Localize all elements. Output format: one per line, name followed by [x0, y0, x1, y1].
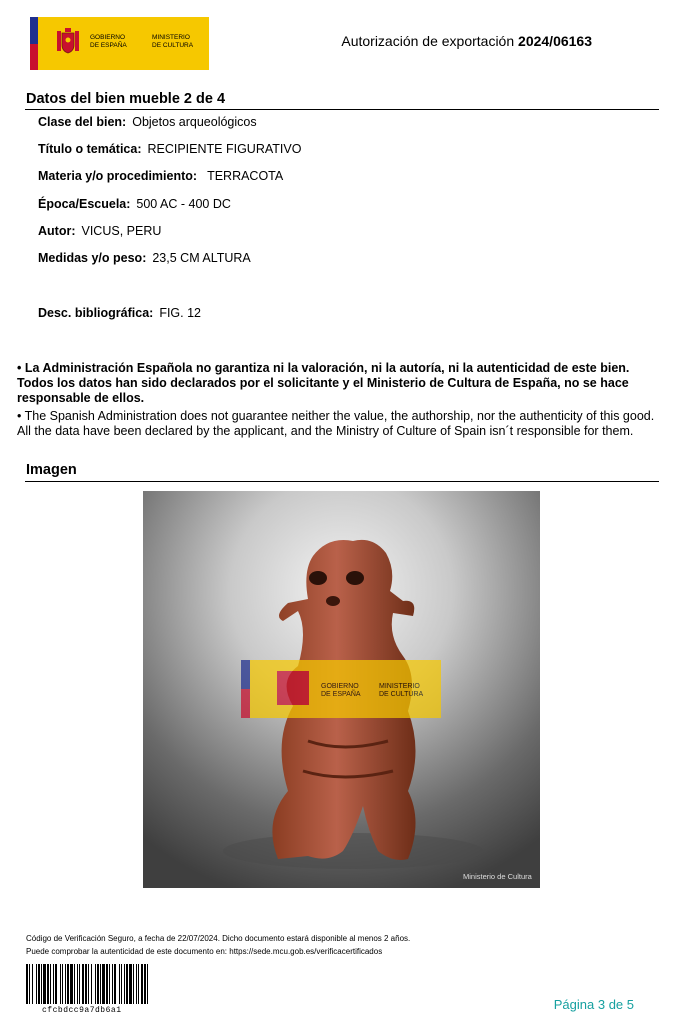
field-materia — [38, 169, 283, 183]
logo-gobierno-text: GOBIERNO DE ESPAÑA — [90, 34, 127, 49]
field-label: Autor: — [38, 224, 76, 238]
field-clase — [38, 115, 257, 129]
svg-text:GOBIERNO: GOBIERNO — [321, 683, 359, 690]
field-label: Época/Escuela: — [38, 197, 131, 211]
field-epoca — [38, 197, 231, 211]
eu-stars-icon: ★ ★ ★ — [39, 26, 45, 56]
page-number: Página 3 de 5 — [553, 997, 634, 1012]
barcode-code: cfcbdcc9a7db6a1 — [42, 1006, 122, 1015]
disclaimer-spanish: • La Administración Española no garantiza ni la valoración, ni la autoría, ni la autenticidad de este bien. Todos los datos han sido declarados por el solicitante y el Ministerio de Cultura de España, no se hace responsable de ellos. — [17, 361, 630, 405]
section-title-bien: Datos del bien mueble 2 de 4 — [26, 91, 226, 107]
field-label: Materia y/o procedimiento: — [38, 169, 198, 183]
disclaimer-english: • The Spanish Administration does not guarantee neither the value, the authorship, nor the authenticity of this good. All the data have been declared by the applicant, and the Ministry of Culture of Spain isn´t responsible for them. — [17, 409, 655, 438]
barcode-icon — [26, 964, 150, 1004]
section-rule — [25, 481, 659, 482]
photo-watermark: Ministerio de Cultura — [463, 872, 532, 881]
field-label: Clase del bien: — [38, 115, 127, 129]
field-value: Objetos arqueológicos — [132, 115, 257, 129]
svg-text:MINISTERIO: MINISTERIO — [379, 683, 420, 690]
footer-verification-line: Código de Verificación Seguro, a fecha de 22/07/2024. Dicho documento estará disponible al menos 2 años. — [26, 934, 411, 943]
field-value: 500 AC - 400 DC — [136, 197, 231, 211]
field-value: TERRACOTA — [207, 169, 284, 183]
export-prefix: Autorización de exportación — [341, 33, 515, 49]
svg-text:DE CULTURA: DE CULTURA — [379, 691, 424, 698]
field-value: 23,5 CM ALTURA — [152, 251, 251, 265]
section-rule — [25, 109, 659, 110]
field-label: Desc. bibliográfica: — [38, 306, 154, 320]
field-bibliografia — [38, 306, 201, 320]
field-label: Medidas y/o peso: — [38, 251, 147, 265]
field-value: RECIPIENTE FIGURATIVO — [147, 142, 302, 156]
section-title-imagen: Imagen — [26, 462, 77, 478]
svg-text:DE ESPAÑA: DE ESPAÑA — [321, 691, 361, 698]
field-label: Título o temática: — [38, 142, 142, 156]
coat-of-arms-icon — [55, 27, 81, 57]
logo-ministerio-text: MINISTERIO DE CULTURA — [152, 34, 194, 49]
flag-stripe — [30, 17, 38, 70]
export-authorization — [341, 33, 592, 49]
field-autor — [38, 224, 161, 238]
gobierno-logo — [30, 17, 209, 70]
artifact-photo — [143, 491, 540, 888]
export-number: 2024/06163 — [518, 33, 592, 49]
footer-url-line: Puede comprobar la autenticidad de este documento en: https://sede.mcu.gob.es/verificacertificados — [26, 947, 383, 956]
field-medidas — [38, 251, 251, 265]
field-titulo — [38, 142, 301, 156]
field-value: FIG. 12 — [159, 306, 201, 320]
field-value: VICUS, PERU — [81, 224, 162, 238]
